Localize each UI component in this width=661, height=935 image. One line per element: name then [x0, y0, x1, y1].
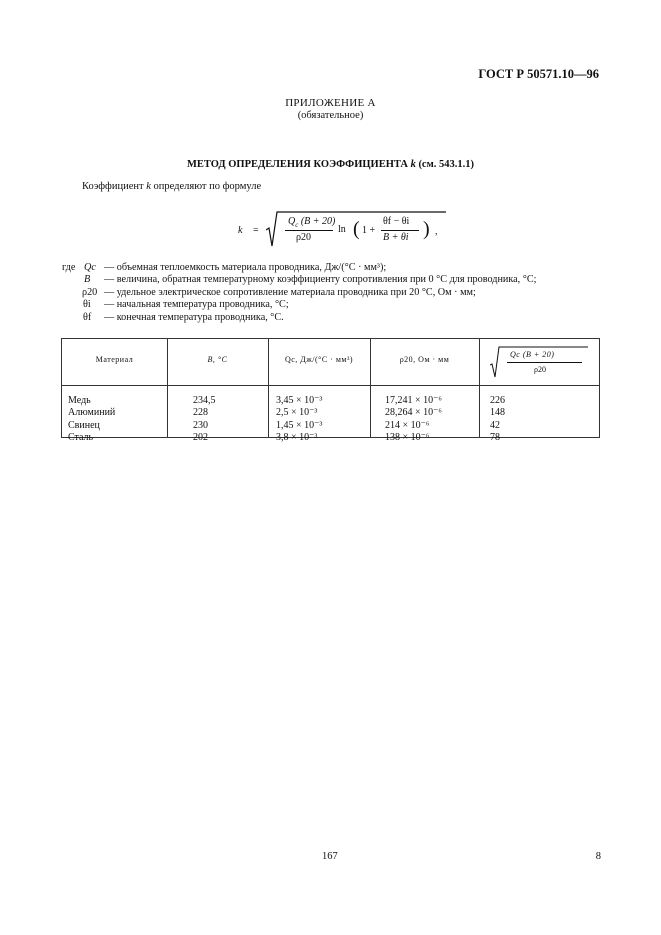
formula-numerator: [288, 216, 335, 229]
formula-paren-open: (: [353, 218, 360, 240]
table-header-divider: [62, 385, 599, 386]
cell-b: 202: [193, 431, 208, 443]
formula-num-rest: (B + 20): [300, 216, 336, 227]
formula-fraction-line: [285, 230, 333, 231]
cell-qc: 3,8 × 10⁻³: [276, 431, 318, 443]
cell-b: 234,5: [193, 395, 216, 406]
column-rho: [385, 395, 442, 444]
section-title-post: (см. 543.1.1): [415, 159, 474, 170]
cell-rho: 28,264 × 10⁻⁶: [385, 407, 442, 419]
definitions-lead: где: [62, 262, 76, 273]
column-material: [68, 395, 115, 444]
definition-symbol: ρ20: [82, 286, 98, 298]
header-qc: Qc, Дж/(°С · мм³): [284, 355, 354, 364]
appendix-subtitle: (обязательное): [297, 110, 364, 121]
intro-pre: Коэффициент: [82, 181, 147, 192]
cell-material: Алюминий: [68, 407, 116, 419]
definition-symbol: θi: [83, 299, 91, 311]
header-k-denominator: ρ20: [534, 365, 546, 374]
cell-material: Сталь: [68, 431, 94, 443]
definition-symbol: θf: [83, 311, 92, 323]
formula-num-q-sub: c: [295, 221, 299, 229]
header-k-numerator: Qc (B + 20): [510, 350, 555, 359]
formula-num-q: Q: [288, 216, 296, 227]
section-title-pre: МЕТОД ОПРЕДЕЛЕНИЯ КОЭФФИЦИЕНТА: [186, 159, 411, 170]
formula-inner-fraction-line: [381, 230, 419, 231]
definition-symbol: B: [84, 274, 91, 286]
section-title: [0, 159, 661, 170]
document-code: ГОСТ Р 50571.10—96: [478, 67, 599, 81]
cell-material: Медь: [68, 395, 91, 406]
cell-k: 148: [490, 407, 505, 419]
formula-ln: ln: [338, 224, 346, 235]
formula-lhs: k: [238, 225, 243, 236]
table-column-divider: [268, 339, 269, 437]
cell-qc: 2,5 × 10⁻³: [276, 407, 318, 419]
formula-one-plus: 1 +: [362, 225, 376, 236]
cell-b: 230: [193, 419, 208, 431]
cell-qc: 1,45 × 10⁻³: [276, 419, 323, 431]
definition-text: — объемная теплоемкость материала проводника, Дж/(°С · мм³);: [104, 262, 387, 273]
formula-denominator: ρ20: [296, 232, 311, 243]
formula-trailing-comma: ,: [435, 226, 438, 237]
appendix-title: ПРИЛОЖЕНИЕ А: [285, 97, 376, 109]
cell-rho: 17,241 × 10⁻⁶: [385, 395, 442, 406]
formula-inner-numerator: θf − θi: [383, 216, 410, 227]
cell-k: 42: [490, 419, 500, 431]
cell-qc: 3,45 × 10⁻³: [276, 395, 323, 406]
cell-k: 226: [490, 395, 505, 406]
header-b: B, °С: [207, 355, 228, 364]
cell-b: 228: [193, 407, 208, 419]
formula-inner-denominator: B + θi: [383, 232, 409, 243]
sheet-number: 8: [595, 851, 601, 862]
header-material: Материал: [95, 355, 134, 364]
cell-rho: 214 × 10⁻⁶: [385, 419, 430, 431]
page-number: 167: [322, 851, 338, 862]
definition-text: — величина, обратная температурному коэффициенту сопротивления при 0 °С для проводника, °С;: [104, 274, 537, 286]
table-column-divider: [479, 339, 480, 437]
definition-text: — начальная температура проводника, °С;: [104, 299, 289, 311]
header-rho: ρ20, Ом · мм: [399, 355, 450, 364]
header-k: [490, 345, 595, 379]
table-column-divider: [167, 339, 168, 437]
material-table: [61, 338, 600, 443]
header-k-fraction-line: [507, 362, 582, 363]
definition-symbol: Qc: [84, 262, 96, 273]
cell-rho: 138 × 10⁻⁶: [385, 431, 430, 443]
formula: [238, 210, 448, 256]
cell-k: 78: [490, 431, 500, 443]
intro-var: k: [146, 181, 151, 192]
definition-text: — конечная температура проводника, °С.: [104, 311, 284, 323]
cell-material: Свинец: [68, 419, 100, 431]
table-column-divider: [370, 339, 371, 437]
column-b: [193, 395, 216, 444]
section-title-var: k: [410, 159, 416, 170]
intro-text: [82, 181, 261, 192]
definition-text: — удельное электрическое сопротивление материала проводника при 20 °С, Ом · мм;: [104, 286, 476, 298]
column-qc: [276, 395, 322, 444]
formula-paren-close: ): [423, 218, 430, 240]
column-k: [490, 395, 505, 444]
intro-post: определяют по формуле: [150, 181, 262, 192]
formula-equals: =: [253, 225, 259, 236]
